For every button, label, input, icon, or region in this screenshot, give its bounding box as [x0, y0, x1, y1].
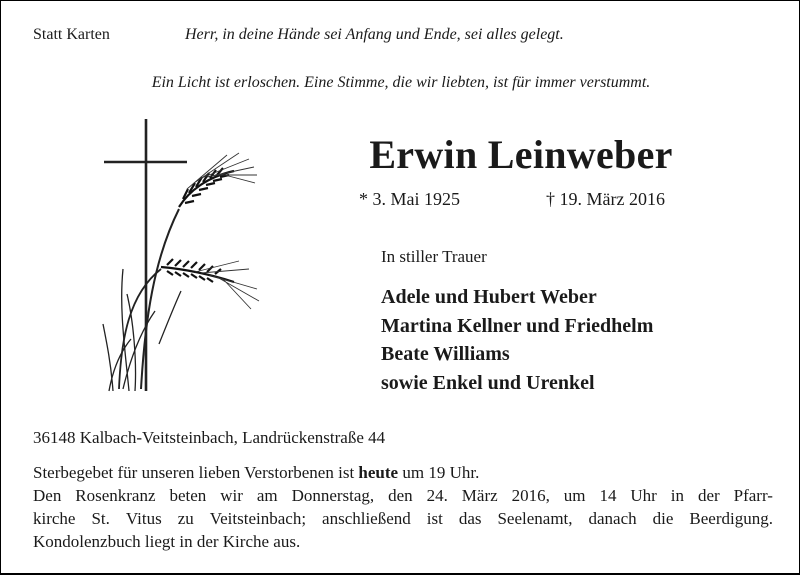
rosary-line-1 [33, 484, 773, 507]
mourner-name: sowie Enkel und Urenkel [381, 371, 595, 394]
word: Uhr [630, 486, 657, 505]
word: am [256, 486, 278, 505]
word: kirche [33, 509, 76, 528]
word: März [461, 486, 498, 505]
word: Pfarr- [733, 486, 773, 505]
rosary-line-2 [33, 507, 773, 530]
word: Donnerstag, [291, 486, 375, 505]
deceased-name: Erwin Leinweber [369, 132, 673, 177]
word: 2016, [511, 486, 550, 505]
mourner-name: Martina Kellner und Friedhelm [381, 314, 654, 337]
statt-karten-label: Statt Karten [33, 26, 110, 43]
memorial-quote: Ein Licht ist erloschen. Eine Stimme, die wir liebten, ist für immer verstummt. [151, 74, 651, 91]
word: der [697, 486, 720, 505]
prayer-today: heute [358, 463, 399, 482]
word: beten [169, 486, 207, 505]
mourner-name: Beate Williams [381, 343, 510, 365]
death-date: † 19. März 2016 [546, 189, 665, 209]
word: anschließend [322, 509, 411, 528]
word: Seelenamt, [497, 509, 573, 528]
mourner-name: Adele und Hubert Weber [381, 286, 597, 308]
word: wir [220, 486, 243, 505]
word: Veitsteinbach; [209, 509, 307, 528]
word: St. [91, 509, 110, 528]
word: zu [177, 509, 194, 528]
word: Den [33, 486, 62, 505]
birth-date: * 3. Mai 1925 [359, 189, 460, 209]
prayer-prefix: Sterbegebet für unseren lieben Verstorbenen ist [33, 463, 359, 482]
prayer-suffix: um 19 Uhr. [398, 463, 480, 482]
word: in [670, 486, 685, 505]
prayer-line [33, 461, 773, 484]
word: danach [588, 509, 637, 528]
funeral-details [33, 461, 773, 553]
word: Beerdigung. [689, 509, 773, 528]
word: 14 [599, 486, 617, 505]
mourning-intro: In stiller Trauer [381, 247, 487, 266]
mourners-list [381, 283, 653, 397]
word: die [652, 509, 674, 528]
word: um [563, 486, 586, 505]
word: 24. [426, 486, 448, 505]
family-address: 36148 Kalbach-Veitsteinbach, Landrückenstraße 44 [33, 428, 386, 447]
word: das [458, 509, 482, 528]
word: Vitus [125, 509, 162, 528]
condolence-line: Kondolenzbuch liegt in der Kirche aus. [33, 532, 301, 551]
word: ist [426, 509, 443, 528]
bible-verse: Herr, in deine Hände sei Anfang und Ende, sei alles gelegt. [185, 26, 564, 43]
word: den [388, 486, 413, 505]
word: Rosenkranz [75, 486, 156, 505]
